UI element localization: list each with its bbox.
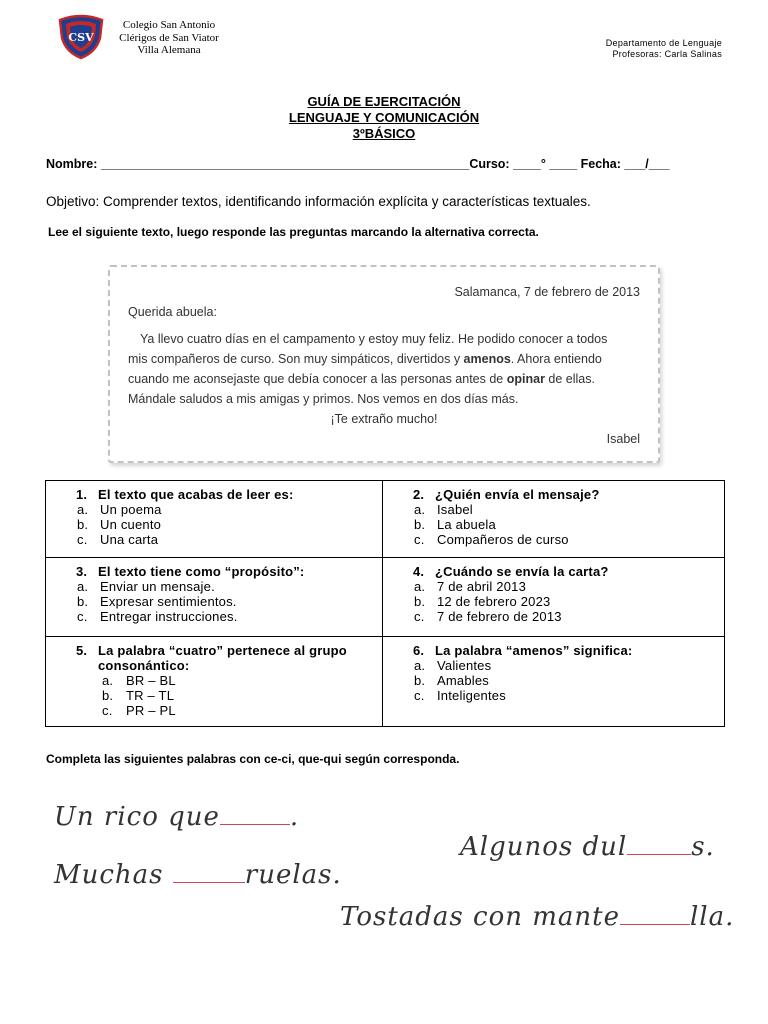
question-text: La palabra “cuatro” pertenece al grupo consonántico:: [98, 643, 347, 673]
question-4-option-c[interactable]: [383, 609, 724, 624]
letter-line: [128, 349, 638, 369]
department-info: [606, 38, 722, 60]
question-1-option-a[interactable]: [46, 502, 382, 517]
option-letter: b.: [102, 688, 114, 703]
question-number: 5.: [76, 643, 88, 658]
cursive-phrase-2: [460, 832, 715, 862]
fill-blank[interactable]: [620, 904, 690, 925]
option-letter: b.: [414, 673, 426, 688]
fill-blank[interactable]: [173, 862, 245, 883]
question-number: 6.: [413, 643, 425, 658]
student-info-line[interactable]: Nombre: _____________________________________________________Curso: ____° ____ Fecha: ___/___: [46, 157, 670, 171]
highlight-word-amenos: amenos: [463, 352, 511, 366]
questions-table: [45, 480, 725, 727]
cursive-phrase-3: [54, 860, 342, 890]
table-row: [46, 558, 725, 637]
option-letter: a.: [77, 502, 89, 517]
letter-line-text: cuando me aconsejaste que debía conocer a las personas antes de: [128, 372, 507, 386]
option-text: 12 de febrero 2023: [437, 594, 551, 609]
school-name-line: Colegio San Antonio: [122, 19, 216, 31]
cursive-phrase-1: [54, 802, 299, 832]
option-letter: c.: [102, 703, 113, 718]
option-letter: b.: [414, 517, 426, 532]
option-text: PR – PL: [126, 703, 176, 718]
title-grade: 3ºBÁSICO: [352, 126, 416, 141]
option-text: 7 de abril 2013: [437, 579, 527, 594]
letter-line-text: Ya llevo cuatro días en el campamento y estoy muy feliz. He podido conocer a todos: [140, 332, 608, 346]
highlight-word-opinar: opinar: [506, 372, 545, 386]
question-1-option-b[interactable]: [46, 517, 382, 532]
option-letter: b.: [77, 594, 89, 609]
question-3-cell: [46, 558, 383, 637]
option-text: Expresar sentimientos.: [100, 594, 237, 609]
option-text: Inteligentes: [437, 688, 506, 703]
option-text: Entregar instrucciones.: [100, 609, 238, 624]
logo-lettering: CSV: [68, 31, 94, 44]
option-letter: b.: [414, 594, 426, 609]
question-text: ¿Quién envía el mensaje?: [435, 487, 600, 502]
letter-line: [128, 329, 638, 349]
question-number: 1.: [76, 487, 88, 502]
question-1-prompt: [46, 487, 382, 502]
option-letter: c.: [77, 532, 88, 547]
option-text: 7 de febrero de 2013: [437, 609, 562, 624]
question-4-option-a[interactable]: [383, 579, 724, 594]
school-name: [108, 19, 230, 57]
title-guide: GUÍA DE EJERCITACIÓN: [307, 94, 461, 109]
question-1-cell: [46, 481, 383, 558]
cursive-text: s.: [691, 832, 715, 862]
option-text: Valientes: [437, 658, 492, 673]
question-4-cell: [383, 558, 725, 637]
objective-text: Objetivo: Comprender textos, identificando información explícita y características textuales.: [46, 194, 591, 209]
cursive-text: lla.: [689, 902, 735, 932]
option-text: Amables: [437, 673, 489, 688]
fill-blank[interactable]: [220, 804, 290, 825]
department-name: Departamento de Lenguaje: [605, 38, 722, 48]
question-text: El texto que acabas de leer es:: [98, 487, 294, 502]
cursive-text: .: [289, 802, 300, 832]
letter-closing: ¡Te extraño mucho!: [330, 412, 438, 426]
option-text: Compañeros de curso: [437, 532, 569, 547]
question-6-prompt: [383, 643, 724, 658]
title-subject: LENGUAJE Y COMUNICACIÓN: [288, 110, 480, 125]
letter-line-text: de ellas.: [544, 372, 595, 386]
letter-line: Mándale saludos a mis amigas y primos. Nos vemos en dos días más.: [128, 392, 519, 406]
table-row: [46, 481, 725, 558]
question-6-option-c[interactable]: [383, 688, 724, 703]
school-order-line: Clérigos de San Viator: [119, 31, 219, 44]
cursive-text: ruelas.: [244, 860, 342, 890]
question-5-option-c[interactable]: [46, 703, 382, 718]
option-text: Enviar un mensaje.: [100, 579, 215, 594]
document-titles: [0, 94, 768, 142]
letter-greeting: Querida abuela:: [128, 305, 217, 319]
question-2-prompt: [383, 487, 724, 502]
option-letter: c.: [414, 532, 425, 547]
question-6-option-a[interactable]: [383, 658, 724, 673]
question-5-cell: [46, 637, 383, 727]
option-letter: a.: [102, 673, 114, 688]
letter-body: [128, 329, 638, 409]
question-6-cell: [383, 637, 725, 727]
fill-blank[interactable]: [627, 834, 691, 855]
table-row: [46, 637, 725, 727]
option-text: TR – TL: [126, 688, 175, 703]
question-6-option-b[interactable]: [383, 673, 724, 688]
cursive-text: Muchas: [54, 860, 164, 890]
question-4-option-b[interactable]: [383, 594, 724, 609]
option-text: Un poema: [100, 502, 162, 517]
question-3-option-b[interactable]: [46, 594, 382, 609]
question-number: 3.: [76, 564, 88, 579]
question-3-option-a[interactable]: [46, 579, 382, 594]
question-5-prompt: [46, 643, 382, 673]
option-letter: a.: [414, 579, 426, 594]
letter-card: [108, 265, 660, 463]
option-letter: a.: [414, 502, 426, 517]
question-text: La palabra “amenos” significa:: [435, 643, 633, 658]
option-letter: c.: [414, 609, 425, 624]
letter-date: Salamanca, 7 de febrero de 2013: [454, 285, 640, 299]
cursive-phrase-4: [340, 902, 734, 932]
school-crest-logo: [56, 14, 106, 60]
option-text: Un cuento: [100, 517, 162, 532]
question-text: El texto tiene como “propósito”:: [98, 564, 305, 579]
letter-line-text: . Ahora entiendo: [510, 352, 602, 366]
letter-line-text: mis compañeros de curso. Son muy simpáticos, divertidos y: [128, 352, 464, 366]
question-number: 2.: [413, 487, 425, 502]
question-5-option-a[interactable]: [46, 673, 382, 688]
letter-line: [128, 369, 638, 389]
question-number: 4.: [413, 564, 425, 579]
question-1-option-c[interactable]: [46, 532, 382, 547]
option-letter: c.: [414, 688, 425, 703]
option-text: Isabel: [437, 502, 473, 517]
completion-instruction: Completa las siguientes palabras con ce-ci, que-qui según corresponda.: [46, 752, 460, 766]
teachers-line: Profesoras: Carla Salinas: [612, 49, 722, 59]
question-3-prompt: [46, 564, 382, 579]
option-text: La abuela: [437, 517, 496, 532]
question-2-option-c[interactable]: [383, 532, 724, 547]
question-4-prompt: [383, 564, 724, 579]
option-letter: b.: [77, 517, 89, 532]
question-2-option-b[interactable]: [383, 517, 724, 532]
option-text: Una carta: [100, 532, 159, 547]
question-text: ¿Cuándo se envía la carta?: [435, 564, 609, 579]
letter-signature: Isabel: [606, 432, 640, 446]
question-5-option-b[interactable]: [46, 688, 382, 703]
question-3-option-c[interactable]: [46, 609, 382, 624]
option-letter: a.: [414, 658, 426, 673]
option-letter: a.: [77, 579, 89, 594]
question-2-cell: [383, 481, 725, 558]
cursive-text: Un rico que: [54, 802, 220, 832]
cursive-text: Algunos dul: [460, 832, 628, 862]
option-letter: c.: [77, 609, 88, 624]
cursive-text: Tostadas con mante: [340, 902, 620, 932]
school-city-line: Villa Alemana: [137, 44, 201, 56]
question-2-option-a[interactable]: [383, 502, 724, 517]
reading-instruction: Lee el siguiente texto, luego responde las preguntas marcando la alternativa correcta.: [48, 225, 539, 239]
option-text: BR – BL: [126, 673, 176, 688]
